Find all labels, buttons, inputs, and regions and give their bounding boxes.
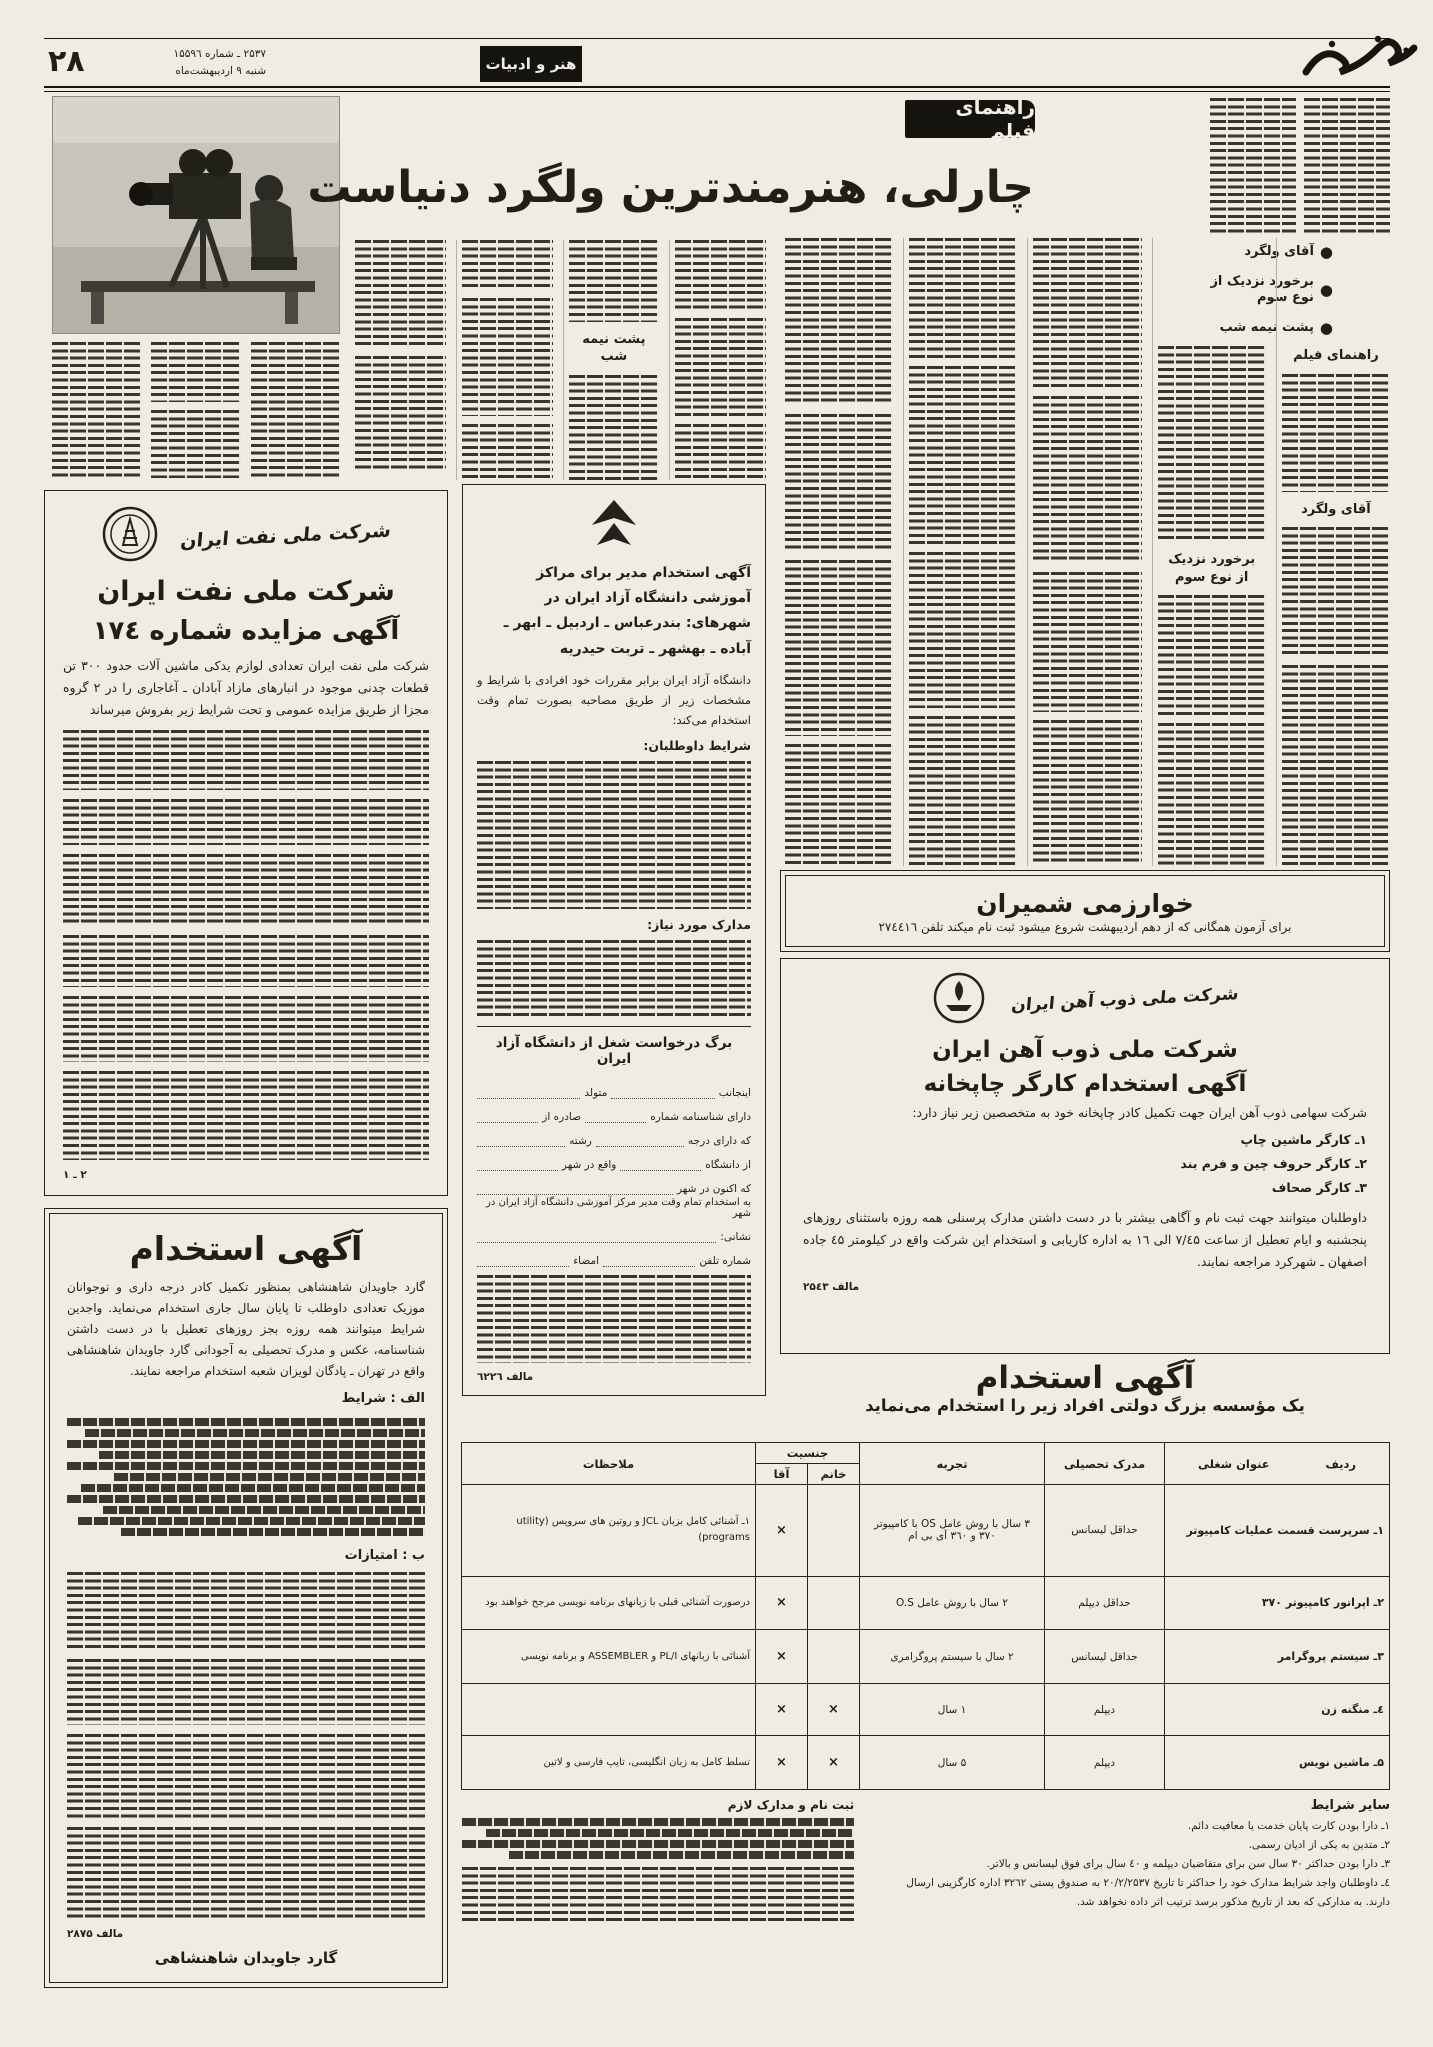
body-text-column	[1210, 98, 1296, 234]
body-text	[1158, 346, 1266, 542]
jobs-ad-subtitle: یک مؤسسه بزرگ دولتی افراد زیر را استخدام می‌نماید	[865, 1396, 1305, 1415]
form-row	[477, 1171, 751, 1195]
form-blank-line	[477, 1085, 580, 1099]
body-text	[1033, 238, 1141, 388]
article-columns-right	[780, 238, 1390, 866]
form-label: صادره از	[542, 1111, 581, 1124]
female-cell	[808, 1576, 860, 1630]
form-label: شماره تلفن	[699, 1255, 751, 1268]
list-line	[486, 1829, 855, 1837]
form-row	[477, 1147, 751, 1171]
text-column	[1027, 238, 1141, 866]
steel-ad-intro: شرکت سهامی ذوب آهن ایران جهت تکمیل کادر چاپخانه خود به متخصصین زیر نیاز دارد:	[912, 1105, 1367, 1120]
steel-company-ad	[780, 958, 1390, 1354]
header-double-rule	[44, 86, 1390, 92]
form-blank-line	[611, 1085, 714, 1099]
kharazmi-ad	[780, 870, 1390, 952]
steel-ad-items	[803, 1128, 1367, 1199]
oil-ad-company-title: شرکت ملی نفت ایران	[97, 576, 395, 607]
job-label: عنوان شغلی	[1197, 1456, 1270, 1471]
form-blank-line	[620, 1157, 701, 1171]
body-text	[1033, 572, 1141, 712]
list-line	[509, 1851, 854, 1859]
form-row	[477, 1123, 751, 1147]
jobs-ad-header	[780, 1360, 1390, 1438]
degree-cell: حداقل دیپلم	[1045, 1576, 1165, 1630]
header-top-rule	[44, 38, 1390, 39]
degree-cell: دیپلم	[1045, 1684, 1165, 1736]
body-text	[1033, 396, 1141, 564]
list-line	[81, 1484, 425, 1492]
other-conditions-label: سایر شرایط	[1310, 1798, 1390, 1813]
section-title-box	[480, 46, 582, 82]
experience-cell: ۳ سال با روش عامل OS با کامپیوتر ۳۷۰ و ۳٦۰ آی بی ام	[860, 1485, 1045, 1577]
body-text	[251, 342, 340, 478]
conditions-label: شرایط داوطلبان:	[643, 738, 751, 754]
body-text	[785, 560, 893, 736]
notes-cell: آشنائی با زبانهای PL/I و ASSEMBLER و برنامه نویسی	[462, 1630, 756, 1684]
form-statement: به استخدام تمام وقت مدیر مرکز آموزشی دانشگاه آزاد ایران در شهر	[486, 1197, 751, 1220]
guard-benefits-text	[67, 1734, 425, 1818]
list-line	[67, 1418, 425, 1426]
body-text-column	[1304, 98, 1390, 234]
condition-item: ۱ـ دارا بودن کارت پایان خدمت یا معافیت دائم.	[1187, 1820, 1390, 1832]
form-label: رشته	[569, 1135, 592, 1148]
degree-cell: دیپلم	[1045, 1736, 1165, 1790]
subhead-tramp: آقای ولگرد	[1301, 501, 1371, 517]
issue-line: ۲۵۳۷ ـ شماره ۱۵۵۹٦	[173, 48, 266, 60]
text-column	[52, 342, 141, 482]
fine-print-text	[462, 1867, 854, 1925]
body-text	[63, 854, 429, 926]
table-row	[462, 1684, 1390, 1736]
male-cell: ×	[756, 1485, 808, 1577]
steel-ad-company-title: شرکت ملی ذوب آهن ایران	[932, 1037, 1238, 1063]
table-row	[462, 1630, 1390, 1684]
list-line	[103, 1506, 425, 1514]
jobs-table	[461, 1442, 1390, 1790]
female-cell: ×	[808, 1736, 860, 1790]
body-text	[909, 238, 1017, 358]
body-text	[1158, 595, 1266, 715]
text-column	[669, 240, 766, 480]
form-label: متولد	[584, 1087, 608, 1100]
experience-cell: ۲ سال با سیستم پروگرامری	[860, 1630, 1045, 1684]
university-ad-intro: دانشگاه آزاد ایران برابر مقررات خود افرادی با شرایط و مشخصات زیر از طریق مصاحبه بصورت تمام وقت استخدام می‌کند:	[477, 672, 751, 727]
steel-ad-outro: داوطلبان میتوانند جهت ثبت نام و آگاهی بیشتر با در دست داشتن مدارک پرسنلی همه روزه باستثنای روزهای پنجشنبه و ایام تعطیل از ساعت ۷/٤۵ الی ۱٦ به اداره کاریابی و استخدام این شرکت واقع در کیلومتر ٤۵ جاده اصفهان ـ شهرکرد مراجعه نمایند.	[803, 1210, 1368, 1269]
job-title-cell: ۲ـ اپراتور کامپیوتر ۳۷۰	[1165, 1576, 1390, 1630]
article-columns-middle	[350, 240, 766, 480]
steel-ad-item: ۳ـ کارگر صحاف	[1271, 1179, 1367, 1195]
form-blank-line	[477, 1253, 569, 1267]
text-column	[350, 240, 446, 480]
oil-ad-intro: شرکت ملی نفت ایران تعدادی لوازم یدکی ماشین آلات حدود ۳۰۰ تن قطعات چدنی موجود در انبارهای مازاد آبادان ـ آغاجاری را در ۲ گروه مجزا از طریق مزایده عمومی و تحت شرایط زیر بفروش میرساند	[63, 658, 429, 717]
other-conditions-left	[462, 1798, 854, 2004]
list-line	[85, 1429, 425, 1437]
steel-ad-item: ۲ـ کارگر حروف چین و فرم بند	[1180, 1155, 1367, 1171]
guard-ad-signature: گارد جاویدان شاهنشاهی	[154, 1949, 338, 1967]
list-line	[78, 1517, 425, 1525]
body-text	[675, 240, 766, 310]
female-cell: ×	[808, 1684, 860, 1736]
guard-section-a-label: الف : شرایط	[341, 1391, 425, 1406]
steel-ad-ref: مالف ۲۵٤۳	[803, 1280, 860, 1293]
job-title-cell: ۱ـ سرپرست قسمت عملیات کامپیوتر	[1165, 1485, 1390, 1577]
body-text	[462, 424, 553, 480]
body-text	[909, 366, 1017, 544]
body-text	[785, 238, 893, 406]
degree-cell: حداقل لیسانس	[1045, 1630, 1165, 1684]
text-column	[1152, 238, 1266, 866]
university-ad	[462, 484, 766, 1396]
spacer	[1282, 238, 1390, 338]
form-blank-line	[585, 1109, 646, 1123]
form-label: واقع در شهر	[561, 1159, 617, 1172]
list-line	[67, 1462, 425, 1470]
form-row	[477, 1219, 751, 1243]
list-line	[114, 1473, 425, 1481]
body-text	[675, 318, 766, 416]
male-cell: ×	[756, 1630, 808, 1684]
spacer	[1158, 238, 1266, 338]
university-ad-ref: مالف ٦۲۲٦	[477, 1371, 534, 1383]
notes-cell: تسلط کامل به زبان انگلیسی، تایپ فارسی و لاتین	[462, 1736, 756, 1790]
subhead-midnight: پشت نیمه شب	[582, 331, 646, 365]
date-line: شنبه ۹ اردیبهشت‌ماه	[175, 64, 266, 77]
condition-item: ٤ـ داوطلبان واجد شرایط مدارک خود را حداکثر تا تاریخ ۲۰/۲/۲۵۳۷ به صندوق پستی ۳۲٦۲ اداره کارگزینی ارسال دارند. به مدارکی که بعد از تاریخ مذکور برسد ترتیب اثر داده نخواهد شد.	[906, 1876, 1390, 1908]
notes-cell: ۱ـ آشنائی کامل بزبان JCL و روتین های سرویس (utility programs)	[462, 1485, 756, 1577]
female-cell	[808, 1485, 860, 1577]
body-text	[1033, 720, 1141, 866]
conditions-text	[477, 761, 751, 909]
form-label: اینجانب	[718, 1087, 751, 1100]
oil-company-logo-icon	[101, 505, 159, 567]
condition-item: ۲ـ متدین به یکی از ادیان رسمی.	[1248, 1838, 1390, 1851]
col-header-experience: تجربه	[860, 1443, 1045, 1485]
text-column	[780, 238, 893, 866]
form-blank-line	[603, 1253, 695, 1267]
body-text	[675, 424, 766, 478]
table-row	[462, 1576, 1390, 1630]
form-blank-line	[596, 1133, 684, 1147]
oil-company-calligraphy: شرکت ملی نفت ایران	[179, 519, 393, 553]
article-columns-under-photo	[52, 342, 340, 482]
guard-benefits-text	[67, 1572, 425, 1650]
degree-cell: حداقل لیسانس	[1045, 1485, 1165, 1577]
text-column	[1276, 238, 1390, 866]
col-header-male: آقا	[756, 1464, 808, 1485]
row-label: ردیف	[1325, 1456, 1357, 1471]
col-header-gender: جنسیت	[756, 1443, 860, 1464]
form-label: نشانی:	[720, 1231, 751, 1244]
list-line	[67, 1440, 425, 1448]
article-photo-cameraman	[52, 96, 340, 334]
article-headline: چارلی، هنرمندترین ولگرد دنیاست	[307, 162, 1034, 213]
body-text	[355, 356, 446, 472]
list-line	[462, 1840, 854, 1848]
subhead-film-guide: راهنمای فیلم	[1293, 348, 1379, 363]
body-text	[909, 552, 1017, 708]
guard-conditions-list	[67, 1415, 425, 1539]
steel-ad-header	[803, 971, 1367, 1029]
body-text	[63, 935, 429, 987]
male-cell: ×	[756, 1684, 808, 1736]
job-application-form	[477, 1075, 751, 1267]
list-line	[67, 1495, 425, 1503]
body-text	[785, 414, 893, 552]
form-row	[477, 1075, 751, 1099]
col-header-female: خانم	[808, 1464, 860, 1485]
text-column	[456, 240, 553, 480]
form-blank-line	[477, 1133, 565, 1147]
list-line	[99, 1451, 425, 1459]
oil-ad-notice-title: آگهی مزایده شماره ۱۷٤	[92, 616, 400, 646]
body-text	[569, 240, 660, 322]
job-title-cell: ۳ـ سیستم پروگرامر	[1165, 1630, 1390, 1684]
text-column	[903, 238, 1017, 866]
topic-label: ● برخورد نزدیک از نوع سوم	[1210, 274, 1314, 305]
documents-text	[477, 940, 751, 1018]
newspaper-masthead-calligraphy	[1298, 30, 1422, 88]
kharazmi-line: برای آزمون همگانی که از دهم اردیبهشت شروع میشود ثبت نام میکند تلفن ۲۷٤٤١٦	[878, 919, 1292, 934]
text-column	[251, 342, 340, 482]
body-text	[63, 799, 429, 845]
documents-label: مدارک مورد نیاز:	[647, 917, 751, 933]
table-row	[462, 1736, 1390, 1790]
subhead-line: از نوع سوم	[1175, 569, 1249, 585]
kicker-label	[905, 95, 1035, 143]
guard-ad-title: آگهی استخدام	[129, 1229, 363, 1268]
body-text	[462, 298, 553, 416]
table-row	[462, 1485, 1390, 1577]
form-title: برگ درخواست شغل از دانشگاه آزاد ایران	[477, 1026, 751, 1067]
oil-company-ad	[44, 490, 448, 1196]
other-conditions-right	[880, 1798, 1390, 2004]
steel-company-logo-icon	[932, 971, 986, 1029]
kharazmi-title: خوارزمی شمیران	[976, 888, 1194, 918]
form-blank-line	[477, 1109, 538, 1123]
guard-benefits-text	[67, 1659, 425, 1725]
list-line	[121, 1528, 425, 1536]
form-label: که اکنون در شهر	[676, 1183, 751, 1196]
body-text	[63, 1071, 429, 1160]
topic-label: ● پشت نیمه شب	[1219, 320, 1314, 336]
body-text	[1158, 723, 1266, 866]
steel-ad-notice-title: آگهی استخدام کارگر چاپخانه	[923, 1071, 1247, 1097]
kicker-text: راهنمای فیلم	[955, 95, 1035, 143]
list-line	[462, 1818, 854, 1826]
topic-label: ● آقای ولگرد	[1244, 244, 1314, 260]
job-title-cell: ٤ـ منگنه زن	[1165, 1684, 1390, 1736]
form-blank-line	[477, 1181, 673, 1195]
guard-benefits-text	[67, 1827, 425, 1919]
fine-print-text	[477, 1275, 751, 1363]
imperial-guard-ad	[44, 1208, 448, 1988]
text-column	[151, 342, 240, 482]
body-text	[909, 716, 1017, 866]
col-header-degree: مدرک تحصیلی	[1045, 1443, 1165, 1485]
form-label: دارای شناسنامه شماره	[650, 1111, 751, 1124]
subhead-line: برخورد نزدیک	[1168, 552, 1256, 567]
col-header-job	[1165, 1443, 1390, 1485]
body-text	[1282, 527, 1390, 657]
body-text	[785, 744, 893, 866]
university-ad-heading: آگهی استخدام مدیر برای مراکز آموزشی دانشگاه آزاد ایران در شهرهای: بندرعباس ـ اردبیل ـ ابهر ـ آباده ـ بهشهر ـ تربت حیدریه	[503, 565, 751, 657]
male-cell: ×	[756, 1736, 808, 1790]
notes-cell: درصورت آشنائی قبلی با زبانهای برنامه نویسی مرجح خواهند بود	[462, 1576, 756, 1630]
form-blank-line	[477, 1229, 716, 1243]
steel-ad-item: ۱ـ کارگر ماشین چاپ	[1240, 1132, 1367, 1147]
section-title: هنر و ادبیات	[485, 55, 577, 73]
body-text	[52, 342, 141, 478]
experience-cell: ۵ سال	[860, 1736, 1045, 1790]
female-cell	[808, 1630, 860, 1684]
jobs-table-wrap	[462, 1442, 1390, 1790]
body-text	[63, 996, 429, 1062]
body-text	[1282, 665, 1390, 866]
form-label: از دانشگاه	[705, 1159, 751, 1172]
steel-company-calligraphy: شرکت ملی ذوب آهن ایران	[1010, 984, 1240, 1016]
body-text	[1282, 374, 1390, 492]
form-statement-row	[477, 1195, 751, 1219]
university-logo-icon	[477, 497, 751, 553]
form-row	[477, 1099, 751, 1123]
issue-block	[96, 46, 266, 80]
form-blank-line	[477, 1157, 558, 1171]
body-text	[151, 342, 240, 402]
body-text	[151, 410, 240, 478]
experience-cell: ۱ سال	[860, 1684, 1045, 1736]
page-number: ۲۸	[48, 44, 85, 79]
guard-ad-intro: گارد جاویدان شاهنشاهی بمنظور تکمیل کادر درجه داری و نوجوانان موزیک تعدادی داوطلب تا پایان سال جاری استخدام می‌نماید. واجدین شرایط میتوانند همه روزه بجز روزهای تعطیل با در دست داشتن شناسنامه، عکس و مدرک تحصیلی به آجودانی گارد جاویدان شاهنشاهی واقع در تهران ـ پادگان لویزان شعبه استخدام مراجعه نمایند.	[67, 1280, 425, 1378]
body-text	[569, 375, 660, 480]
job-title-cell: ۵ـ ماشین نویس	[1165, 1736, 1390, 1790]
body-text	[63, 730, 429, 790]
form-label: که دارای درجه	[688, 1135, 751, 1148]
experience-cell: ۲ سال با روش عامل O.S	[860, 1576, 1045, 1630]
col-header-notes: ملاحظات	[462, 1443, 756, 1485]
subhead-close-encounter	[1158, 550, 1266, 587]
notes-cell	[462, 1684, 756, 1736]
condition-item: ۳ـ دارا بودن حداکثر ۳۰ سال سن برای متقاضیان دیپلمه و ٤۰ سال برای فوق لیسانس و بالاتر.	[986, 1857, 1390, 1870]
male-cell: ×	[756, 1576, 808, 1630]
jobs-ad-title: آگهی استخدام	[975, 1360, 1195, 1396]
oil-ad-footnote: ۲ ـ ۱	[63, 1169, 87, 1181]
oil-ad-header	[63, 505, 429, 567]
guard-ad-ref: مالف ۲۸۷۵	[67, 1928, 124, 1940]
text-column	[563, 240, 660, 480]
body-text	[355, 240, 446, 348]
registration-label: ثبت نام و مدارک لازم	[727, 1798, 855, 1812]
jobs-other-conditions	[462, 1798, 1390, 2004]
form-label: امضاء	[573, 1255, 600, 1268]
guard-section-b-label: ب : امتیازات	[344, 1548, 425, 1563]
body-text	[462, 240, 553, 290]
form-row	[477, 1243, 751, 1267]
